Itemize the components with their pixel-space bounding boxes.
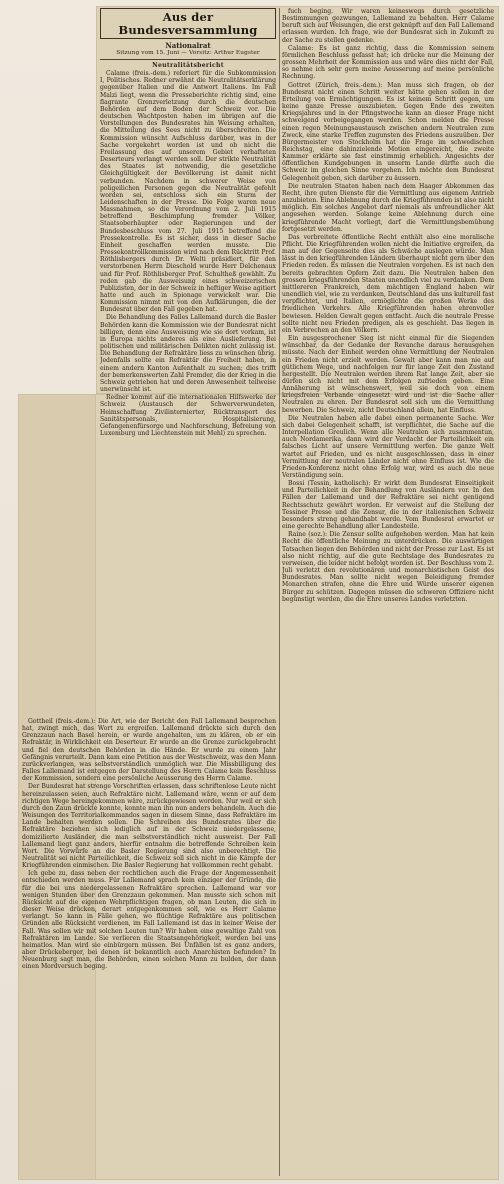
paragraph: Calame: Es ist ganz richtig, dass die Kommission seinem förmlichen Beschluss gefasst hat; ich drücke nur die Meinung der grossen Mehrheit der Kommission aus und wäre dies nicht der Fall, so nehme ich sehr gern meine Aeusserung auf meine persönliche Rechnung. [282,44,494,81]
section-heading: Neutralitätsbericht [152,62,224,69]
paragraph: Ein ausgesprochener Sieg ist nicht einmal für die Siegenden wünschbar, da der Gedanke der Revanche daraus herausgehen müsste. Nach der Einheit werden ohne Vermittlung der Neutralen ein Frieden nicht erzielt werden. Gewalt aber kann man nie auf gütlichem Wege, und nachfolgen nur für lange Zeit den Zustand hergestellt. Die Neutralen werden ihrem Rat lange Zeit, aber sie dürfen sich nicht mit dem Erfolgen zufrieden geben. Eine Annäherung ist wünschenswert, weil sie doch von einem kriegsfreien Verbande eingesetzt wird und ist die Sache aller Neutralen zu ehren. Der Bundesrat soll sich um die Vermittlung bewerben. Die Schweiz, nicht Deutschland allein, hat Einfluss. [282,335,494,414]
headline-box [100,8,276,39]
paragraph: Die Behandlung des Falles Lallemand durch die Basler Behörden kann die Kommission wie der Bundesrat nicht billigen, denn eine Ausweisung wie sie dort vorkam, ist in Europa nichts anderes als eine Auslieferung. Bei politischen und militärischen Delikten nicht zulässig ist. Die Behandlung der Refraktäre liess zu wünschen übrig. Jedenfalls sollte ein Refraktär die Freiheit haben, in einem andern Kanton Aufenthalt zu suchen; dies trifft der bemerkenswerten Zahl Fremder, die der Krieg in die Schweiz getrieben hat und deren Anwesenheit teilweise unerwünscht ist. [100,314,276,394]
paragraph: fuch beging. Wir waren keineswegs durch gesetzliche Bestimmungen gezwungen, Lallemand zu behalten. Herr Calame beruft sich auf Weisungen, die erst geknüpft auf den Fall Lallemand erlassen wurden. Ich frage, wie der Bundesrat sich in Zukunft zu der Sache zu stellen gedenke. [282,8,494,44]
header-rule [100,59,276,60]
paragraph: Gottret (Zürich, freis.-dem.): Man muss sich fragen, ob der Bundesrat nicht einen Schritt weiter hätte gehen sollen in der Erteilung von Ermächtigungen. Es ist keinem Schritt gegen, um keine ganze Presse auszubieten. Gegen Ende des zweiten Kriegsjahres und in der Pfingstwoche kann an dieser Frage nicht schweigend vorbeigegangen werden. Schon melden die Presse einen regen Meinungsaustausch zwischen andern Neutralen zum Zweck, eine starke Treffen zugunsten des Friedens auszuüben. Der Bürgermeister von Stockholm hat die Frage im schwedischen Reichstag, eine dahinzielende Motion eingereicht, die zweite Kammer erklärte sie fast einstimmig erheblich. Angesichts der öffentlichen Kundgebungen in unserm Lande dürfte auch die Schweiz im gleichen Sinne vorgehen. Ich möchte dem Bundesrat Gelegenheit geben, sich darüber zu äussern. [282,81,494,182]
paragraph: Ich gebe zu, dass neben der rechtlichen auch die Frage der Angemessenheit entschieden werden muss. Für Lallemand sprach kein einziger der Gründe, die für die bei uns niedergelassenen Refraktäre sprechen. Lallemand war vor wenigen Stunden über den Grenzzaun gekommen. Man musste sich schon mit Rücksicht auf die eigenen Wehrpflichtigen fragen, ob man Leuten, die sich in dieser Weise drücken, derart entgegenkommen soll, wie es Herr Calame verlangt. So kann in Fälle gehen, wo flüchtige Refraktäre aus politischen Gründen alle Rücksicht verdienen, im Fall Lallemand ist das in keiner Weise der Fall. Was sollen wir mit solchen Leuten tun? Wir haben eine gewaltige Zahl von Refraktären im Lande. Sie verlieren die Staatsangehörigkeit, werden bei uns heimatlos. Man wird sie einbürgern müssen. Bei Unfällen ist es ganz anders, aber Drückeberger, bei denen ist bekanntlich auch Anarchisten befunden? In Neuenburg sagt man, die Behörden, einen solchen Mann zu bulden, der dann einen Mordversuch beging. [22,870,276,971]
paragraph: Die neutralen Staaten haben nach dem Haager Abkommen das Recht, ihre guten Dienste für die Vermittlung aus eigenem Antrieb anzubieten. Eine Ablehnung durch die Kriegführenden ist also nicht möglich. Ein solches Angebot darf niemals als unfreundlicher Akt angesehen werden. Solange keine Ablehnung durch eine kriegführende Macht vorliegt, darf die Vermittlungsbemühung fortgesetzt werden. [282,182,494,233]
paragraph: Calame (freis.-dem.) referiert für die Subkommission I, Politisches. Redner erwähnt die Neutralitätserklärung gegenüber Italien und die Antwort Italiens. Im Fall Malzi liegt, wenn die Presseberichte richtig sind, eine flagrante Grenzverletzung durch die deutschen Behörden auf dem Boden der Schweiz vor. Die deutschen Wachtposten haben im übrigen auf die Vorstellungen des Bundesrates hin Weisung erhalten, die Mitteilung des Sees nicht zu überschreiten. Die Kommission wünscht Aufschluss darüber, was in der Sache vorgekehrt worden ist und ob nicht die Freilassung des auf unserem Gebiet verhafteten Deserteurs verlangt werden soll. Der strikte Neutralität des Staates ist notwendig, die gesetzliche Gleichgültigkeit der Bevölkerung ist damit nicht verbunden. Nachdem in schwerer Weise von poligeilichen Personen gegen die Neutralität gefehlt worden sei, entschloss sich ein Sturm der Leidenschaften in der Presse. Die Folge waren neue Massnahmen, so die Verordnung vom 2. Juli 1915 betreffend Beschimpfung fremder Völker, Staatsoberhäupter oder Regierungen und der Bundesbeschluss vom 27. Juli 1915 betreffend die Pressekontrolle. Es ist sicher, dass in dieser Sache Einheit geschaffen werden musste. Die Pressekontrollkommission wird nach dem Rücktritt Prof. Röthlisbergers durch Dr. Welti präsidiert, für den verstorbenen Herrn Dieschold wurde Herr Delchenaux und für Prof. Röthlisberger Prof. Schultheß gewählt. Zu reden gab die Ausweisung eines schweizerischen Publizisten, der in der Schweiz in heftiger Weise agitiert hatte und auch in Spionage verwickelt war. Die Kommission nimmt mit von den Aufklärungen, die der Bundesrat über den Fall gegeben hat. [100,70,276,314]
session-line: Sitzung vom 15. Juni — Vorsitz: Arthur Eugster [116,50,260,56]
paragraph: Redner kommt auf die internationalen Hilfswerke der Schweiz (Austausch der Schwerverwundeten, Heimschaffung Zivilinternierter, Rücktransport des Sanitätspersonals, Hospitalisierung, Gefangenenfürsorge und Nachforschung, Befreiung von Luxemburg und Liechtenstein mit Mehl) zu sprechen. [100,394,276,437]
paragraph: Bossi (Tessin, katholisch): Er wirkt dem Bundesrat Einseitigkeit und Parteilichkeit in der Behandlung von Ausländern vor. In den Fällen der Lallemand und der Refraktäre sei nicht genügend Rechtsschutz gewährt worden. Er verweist auf die Stellung der Tessiner Presse und die Zensur, die in der italienischen Schweiz besonders streng gehandhabt werde. Vom Bundesrat erwartet er eine gerechte Behandlung aller Landesteile. [282,480,494,531]
article-subhead: Nationalrat [165,41,211,50]
paragraph: Raine (soz.): Die Zensur sollte aufgehoben werden. Man hat kein Recht die öffentliche Meinung zu unterdrücken. Die auswärtigen Tatsachen liegen den Behörden und nicht der Presse zur Last. Es ist also nicht richtig, auf die gute Rechtslage des Bundesrates zu verweisen, die leider nicht befolgt worden ist. Der Beschluss vom 2. Juli verletzt den revolutionären und monarchistischen Geist des Bundesrates. Man sollte nicht wegen Beleidigung fremder Monarchen strafen, ohne die Ehre und Würde unserer eigenen Bürger zu schützen. Dagegen müssen die schweren Offiziere nicht begünstigt werden, die die Ehre unseres Landes verletzten. [282,531,494,603]
right-column [282,8,494,1172]
left-bottom-column [22,718,276,1172]
paragraph: Gottheil (freis.-dem.): Die Art, wie der Bericht den Fall Lallemand besprochen hat, zwingt mich, das Wort zu ergreifen. Lallemand drückte sich durch den Grenzzaun nach Basel herein, er wurde angehalten, um zu klären, ob er ein Refraktär, in Wirklichkeit ein Deserteur. Er wurde an die Grenze zurückgebracht und fiel den deutschen Behörden in die Hände. Er wurde zu einem Jahr Gefängnis verurteilt. Dann kam eine Petition aus der Westschweiz, was den Mann zurückverlangen, was selbstverständlich unmöglich war. Die Missbilligung des Falles Lallemand ist entgegen der Darstellung des Herrn Calame kein Beschluss der Kommission, sondern eine persönliche Aeusserung des Herrn Calame. [22,718,276,783]
paragraph: Der Bundesrat hat strenge Vorschriften erlassen, dass schriftenlose Leute nicht hereinzulassen seien, auch Refraktäre nicht. Lallemand wäre, wenn er auf dem richtigen Wege hereingekommen wäre, zurückgewiesen worden. Nur weil er sich durch den Zaun drückte konnte, konnte man ihn nun anders behandeln. Auch die Weisungen des Territorialkommandos sagen in diesem Sinne, dass Refraktäre im Lande behalten werden sollen. Die Schreiben des Bundesrates über die Refraktäre beziehen sich lediglich auf in der Schweiz niedergelassene, domizilierte Ausländer, die man selbstverständlich nicht ausweist. Der Fall Lallemand liegt ganz anders, hierfür entnahm die betreffende Schreiben kein Wort. Die Vorwürfe an die Basler Regierung sind also unberechtigt. Die Neutralität sei nicht Parteilichkeit, die Schweiz soll sich nicht in die Kämpfe der Kriegführenden einmischen. Die Basler Regierung hat vollkommen recht gehabt. [22,783,276,870]
paragraph: Das verbreitete öffentliche Recht enthält also eine moralische Pflicht. Die Kriegführenden wollen nicht die Initiative ergreifen, da man auf der Gegenseite dies als Schwäche auslegen würde. Man lässt in den kriegführenden Ländern überhaupt nicht gern über den Frieden reden. Es müssen die Neutralen vorgehen. Es ist nach den bereits gebrachten Opfern Zeit dazu. Die Neutralen haben den grossen kriegsführenden Staaten unendlich viel zu verdanken. Dem mittlereren Frankreich, dem mächtigen England haben wir unendlich viel, wie zu verdanken, Deutschland das uns kulturell fast verpflichtet, und Italien, ermöglichte die großen Werke des friedlichen Verkehrs. Alle Kriegführenden haben ehrenvoller bewiesen. Helden Gewalt gegen entfacht. Auch die neutrale Presse sollte nicht neu Frieden predigen, als es geschieht. Das liegen in ein Verbrechen an den Völkern. [282,233,494,334]
article-headline: Aus der Bundesversammlung [118,10,258,37]
column-divider [279,8,280,1176]
paragraph: Die Neutralen haben alle dabei einen permanente Sache. Wer sich dabei Gelegenheit schafft, ist verpflichtet, die Sache auf die Interpellation Greulich. Wenn alle Neutralen sich zusammentun, auch Nordamerika, dann wird der Verdacht der Parteilichkeit ein falsches Licht auf unsere Vermittlung werfen. Die ganze Welt wartet auf Frieden, und es nicht ausgeschlossen, dass in einer Vermittlung der neutralen Länder nicht ohne Einfluss ist. Wie die Frieden-Konferenz nicht ohne Erfolg war, wird es auch die neue Verständigung sein. [282,414,494,479]
